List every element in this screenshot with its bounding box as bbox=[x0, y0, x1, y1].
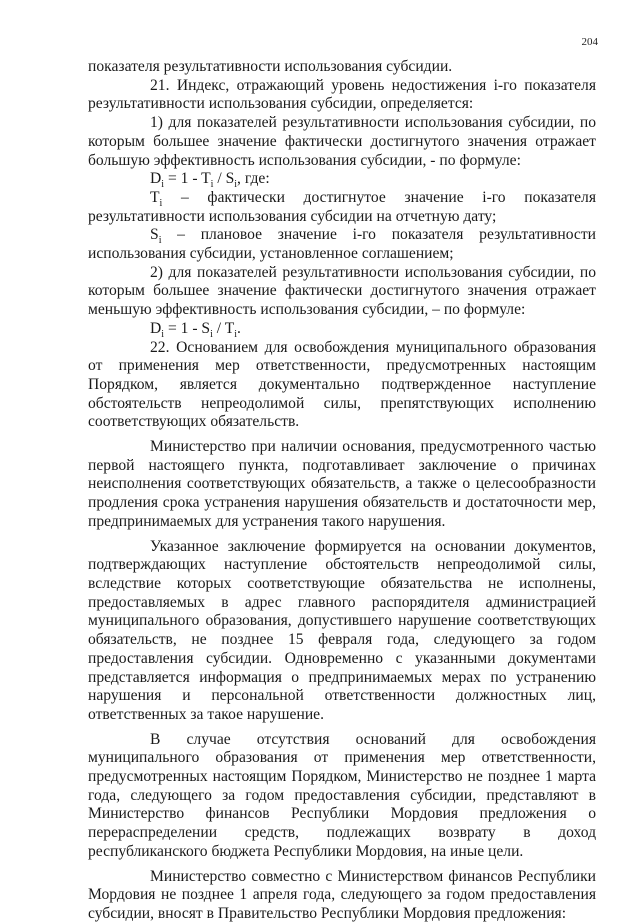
paragraph: Министерство совместно с Министерством финансов Республики Мордовия не позднее 1 апреля года, следующего за годом предоставления субсидии, вносят в Правительство Республики Мордовия предложения: bbox=[88, 867, 596, 922]
paragraph: 21. Индекс, отражающий уровень недостижения i-го показателя результативности использования субсидии, определяется: bbox=[88, 76, 596, 113]
paragraph: 2) для показателей результативности использования субсидии, по которым большее значение фактически достигнутого значения отражает меньшую эффективность использования субсидии, – по формуле: bbox=[88, 263, 596, 319]
formula: $D_i = 1 - T_i / S_i$, где: bbox=[150, 170, 270, 191]
formula: $D_i = 1 - S_i / T_i$. bbox=[150, 319, 241, 340]
document-body bbox=[88, 58, 596, 924]
page-number: 204 bbox=[581, 36, 598, 48]
paragraph: показателя результативности использования субсидии. bbox=[88, 58, 453, 75]
paragraph: Указанное заключение формируется на основании документов, подтверждающих наступление обстоятельств непреодолимой силы, вследствие которых соответствующие обязательства не исполнены, предоставляемых в адрес главного распорядителя администрацией муниципального образования, допустившего нарушение соответствующих обязательств, не позднее 15 февраля года, следующего за годом предоставления субсидии. Одновременно с указанными документами представляется информация о предпринимаемых мерах по устранению нарушения и персональной ответственности должностных лиц, ответственных за такое нарушение. bbox=[88, 537, 596, 723]
definition: $S_i$ – плановое значение i-го показателя результативности использования субсидии, установленное соглашением; bbox=[88, 226, 596, 263]
paragraph: В случае отсутствия оснований для освобождения муниципального образования от применения мер ответственности, предусмотренных настоящим Порядком, Министерство не позднее 1 марта года, следующего за годом предоставления субсидии, представляют в Министерство финансов Республики Мордовия предложения о перераспределении средств, подлежащих возврату в доход республиканского бюджета Республики Мордовия, на иные цели. bbox=[88, 730, 596, 860]
paragraph: 1) для показателей результативности использования субсидии, по которым большее значение фактически достигнутого значения отражает большую эффективность использования субсидии, - по формуле: bbox=[88, 114, 596, 169]
paragraph: Министерство при наличии основания, предусмотренного частью первой настоящего пункта, подготавливает заключение о причинах неисполнения соответствующих обязательств, а также о целесообразности продления срока устранения нарушения обязательств и достаточности мер, предпринимаемых для устранения такого нарушения. bbox=[88, 438, 596, 530]
paragraph: 22. Основанием для освобождения муниципального образования от применения мер ответственности, предусмотренных настоящим Порядком, является документально подтвержденное наступление обстоятельств непреодолимой силы, препятствующих исполнению соответствующих обязательств. bbox=[88, 338, 596, 431]
definition: $T_i$ – фактически достигнутое значение i-го показателя результативности использования субсидии на отчетную дату; bbox=[88, 188, 596, 225]
